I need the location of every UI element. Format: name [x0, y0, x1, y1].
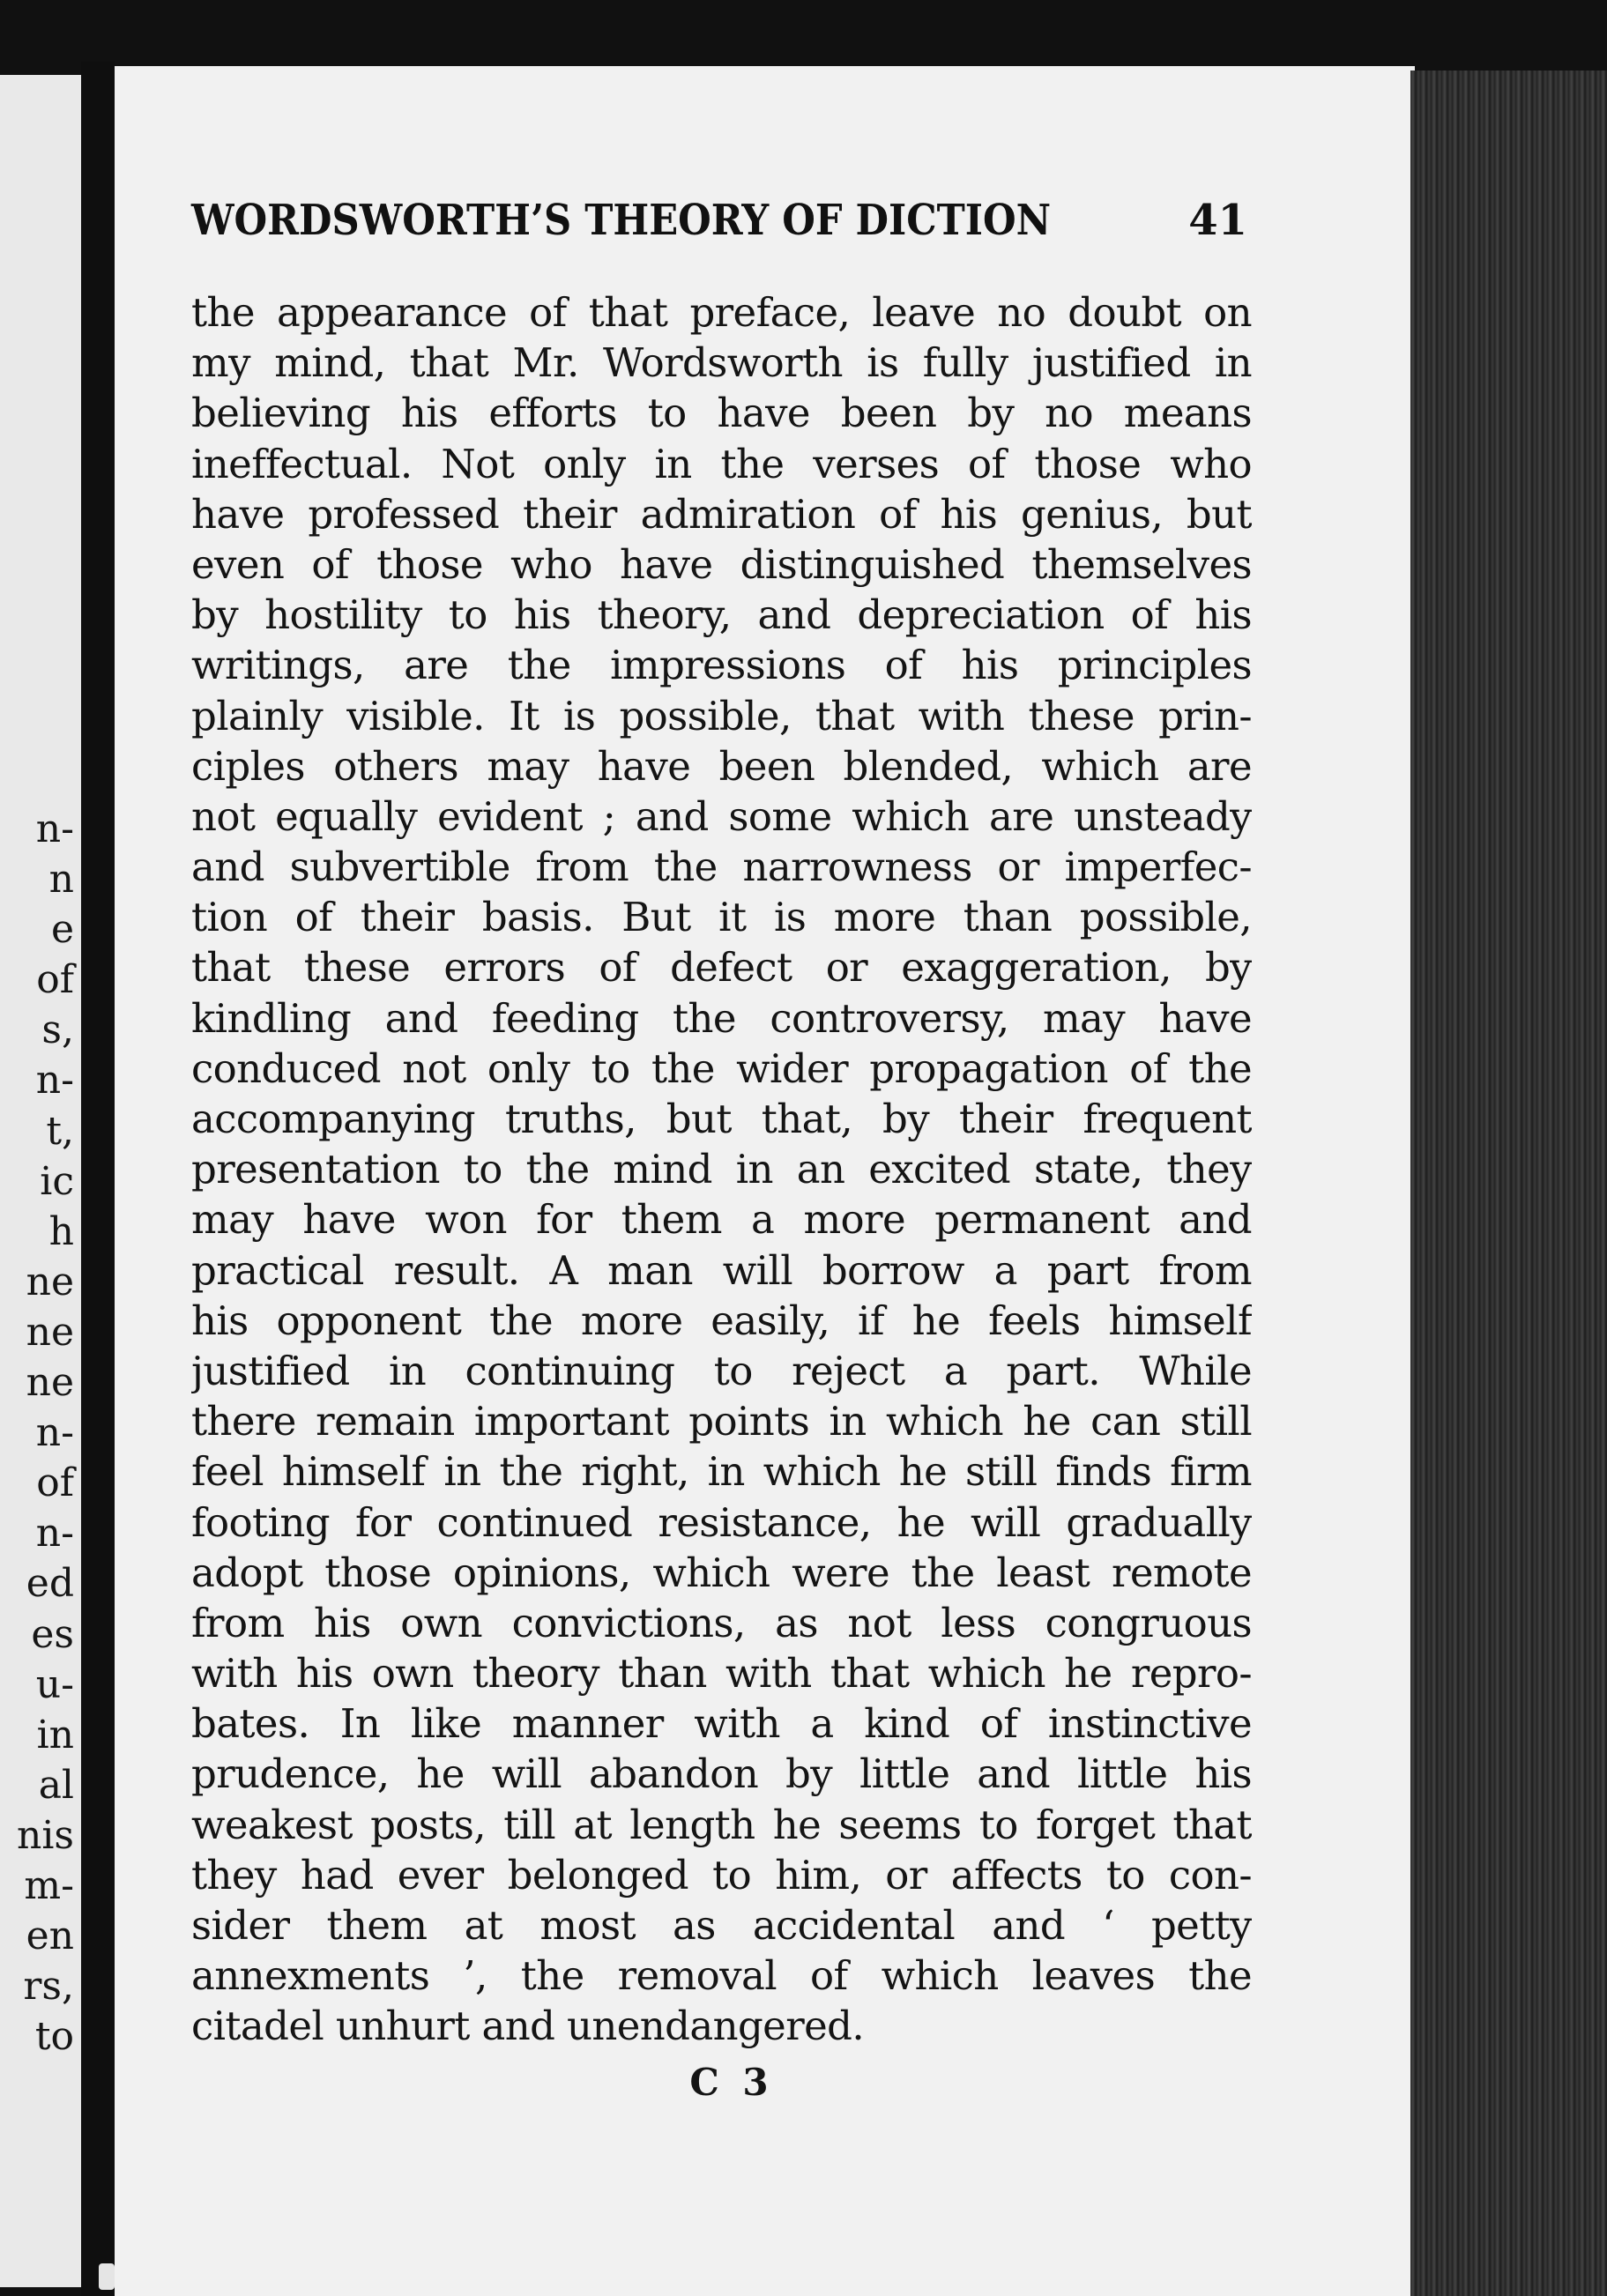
- text-line: bates. In like manner with a kind of instinctive: [191, 1700, 1252, 1748]
- left-page-fragment: n-: [35, 806, 74, 851]
- left-page-fragment: rs,: [23, 1964, 74, 2010]
- text-line: presentation to the mind in an excited state, they: [191, 1146, 1252, 1193]
- text-line: writings, are the impressions of his principles: [191, 642, 1252, 689]
- text-line: accompanying truths, but that, by their frequent: [191, 1096, 1252, 1142]
- left-page-fragment: of: [36, 957, 74, 1003]
- left-page-fragment: ic: [40, 1158, 74, 1204]
- left-page-fragment: to: [34, 2014, 74, 2060]
- text-line: they had ever belonged to him, or affects to con-: [191, 1851, 1252, 1898]
- text-line: conduced not only to the wider propagation of the: [191, 1044, 1252, 1092]
- left-page-fragment: n: [48, 857, 74, 903]
- text-line: sider them at most as accidental and ‘ petty: [191, 1902, 1252, 1949]
- text-line: may have won for them a more permanent and: [191, 1196, 1252, 1244]
- text-line: the appearance of that preface, leave no doubt on: [191, 289, 1252, 336]
- left-page-fragment: h: [48, 1208, 74, 1254]
- left-page-fragment: ed: [26, 1561, 74, 1607]
- running-head-title: WORDSWORTH’S THEORY OF DICTION: [191, 196, 1052, 245]
- text-line: there remain important points in which he can still: [191, 1398, 1252, 1445]
- left-page-fragment: u-: [35, 1661, 74, 1707]
- text-line: weakest posts, till at length he seems to forget that: [191, 1801, 1252, 1848]
- page-number: 41: [1188, 196, 1247, 245]
- left-page-fragment: al: [38, 1762, 74, 1808]
- text-line: prudence, he will abandon by little and little his: [191, 1750, 1252, 1798]
- text-line: with his own theory than with that which he repro-: [191, 1650, 1252, 1698]
- text-line: annexments ’, the removal of which leaves the: [191, 1952, 1252, 2000]
- text-line: kindling and feeding the controversy, may have: [191, 994, 1252, 1042]
- left-page-fragment: n-: [35, 1511, 74, 1557]
- left-page-fragment: of: [36, 1460, 74, 1506]
- left-page-fragment: ne: [26, 1360, 74, 1406]
- book-gutter: [81, 62, 115, 2296]
- text-line: even of those who have distinguished themselves: [191, 540, 1252, 588]
- left-page-fragment: in: [36, 1712, 74, 1757]
- scan-artifact: [99, 2263, 115, 2290]
- text-line: footing for continued resistance, he will gradually: [191, 1498, 1252, 1546]
- left-page-fragment: n-: [35, 1410, 74, 1456]
- text-line: believing his efforts to have been by no means: [191, 390, 1252, 437]
- body-text: [191, 287, 1252, 2052]
- running-head: [191, 196, 1247, 257]
- text-line: feel himself in the right, in which he still finds firm: [191, 1448, 1252, 1496]
- page-edge-stack: [1410, 71, 1607, 2296]
- text-line: tion of their basis. But it is more than possible,: [191, 894, 1252, 941]
- left-page-fragment: ne: [26, 1309, 74, 1355]
- text-line: and subvertible from the narrowness or imperfec-: [191, 843, 1252, 891]
- left-page-fragment: en: [26, 1913, 74, 1959]
- text-line: ineffectual. Not only in the verses of those who: [191, 440, 1252, 487]
- text-line: have professed their admiration of his genius, but: [191, 490, 1252, 538]
- text-line: from his own convictions, as not less congruous: [191, 1599, 1252, 1646]
- left-page-fragment: e: [50, 907, 74, 953]
- signature-mark: C 3: [689, 2061, 774, 2104]
- text-line: that these errors of defect or exaggeration, by: [191, 944, 1252, 992]
- text-line: ciples others may have been blended, which are: [191, 742, 1252, 790]
- text-line: plainly visible. It is possible, that with these prin-: [191, 692, 1252, 739]
- text-line: justified in continuing to reject a part. While: [191, 1347, 1252, 1394]
- text-line: citadel unhurt and unendangered.: [191, 2002, 865, 2050]
- text-line: by hostility to his theory, and depreciation of his: [191, 591, 1252, 639]
- left-page-fragment: m-: [24, 1862, 74, 1908]
- left-page-fragment: s,: [41, 1007, 74, 1053]
- text-line: his opponent the more easily, if he feels himself: [191, 1297, 1252, 1344]
- text-line: not equally evident ; and some which are unsteady: [191, 792, 1252, 840]
- text-line: adopt those opinions, which were the least remote: [191, 1549, 1252, 1596]
- left-page-fragment: ne: [26, 1259, 74, 1304]
- left-page-fragment: es: [31, 1611, 74, 1657]
- left-page-line-endings: [0, 804, 81, 2062]
- text-line: my mind, that Mr. Wordsworth is fully justified in: [191, 339, 1252, 387]
- left-page-fragment: t,: [46, 1108, 74, 1154]
- text-line: practical result. A man will borrow a part from: [191, 1246, 1252, 1294]
- left-page-fragment: n-: [35, 1058, 74, 1103]
- left-page-fragment: nis: [17, 1812, 74, 1858]
